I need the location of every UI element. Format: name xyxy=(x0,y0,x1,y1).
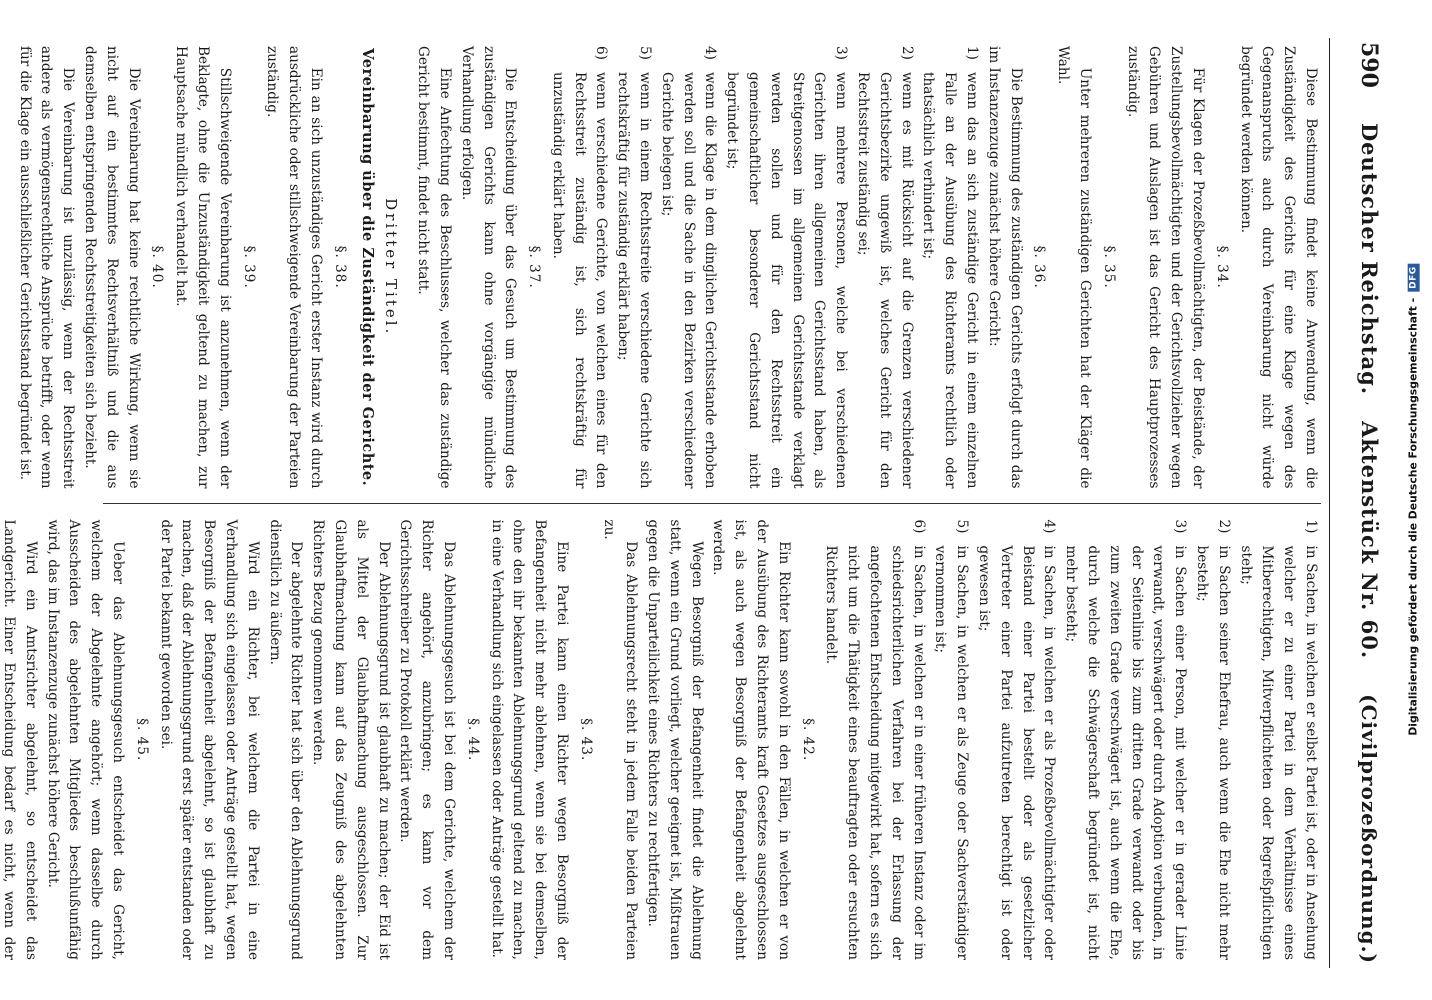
paragraph: Unter mehreren zuständigen Gerichten hat der Kläger die Wahl. xyxy=(1055,46,1094,489)
section-heading: §. 42. xyxy=(799,718,816,762)
section-heading: §. 43. xyxy=(577,718,594,762)
list-item: 4) in Sachen, in welchen er als Prozeßbevollmächtigter oder Beistand einer Partei bestellt oder als gesetzlicher Vertreter einer Partei aufzutreten berechtigt ist oder gewesen ist; xyxy=(976,519,1058,960)
section-heading: §. 35. xyxy=(1100,245,1117,289)
list-item: 4) wenn die Klage in dem dinglichen Gerichtsstande erhoben werden soll und die Sache in den Bezirken verschiedener Gerichte belegen ist; xyxy=(658,46,719,489)
section-heading: §. 39. xyxy=(240,245,257,289)
list-item: 1) wenn das an sich zuständige Gericht in einem einzelnen Falle an der Ausübung des Richteramts rechtlich oder thatsächlich verhindert ist; xyxy=(920,46,981,489)
paragraph: Ueber das Ablehnungsgesuch entscheidet das Gericht, welchem der Abgelehnte angehört; wenn dasselbe durch Ausscheiden des abgelehnten Mitgliedes beschlußunfähig wird, das im Instanzenzuge zunächst höhere Gericht. xyxy=(44,519,126,960)
section-heading: §. 36. xyxy=(1031,245,1048,289)
numbered-list xyxy=(820,520,1321,961)
paragraph: Die Vereinbarung ist unzulässig, wenn der Rechtsstreit andere als vermögensrechtliche Ansprüche betrifft, oder wenn für die Klage ein ausschließlicher Gerichtsstand begründet ist. xyxy=(16,46,77,489)
document-number: Aktenstück Nr. 60. xyxy=(1357,421,1382,660)
running-title xyxy=(1357,123,1382,659)
digitization-note: Digitalisierung gefördert durch die Deutsche Forschungsgemeinschaft - xyxy=(1406,297,1420,736)
list-item: 3) wenn mehrere Personen, welche bei verschiedenen Gerichten ihren allgemeinen Gerichtsstand haben, als Streitgenossen im allgemeinen Gerichtsstande verklagt werden sollen und für den Rechtsstreit ein gemeinschaftlicher besonderer Gerichtsstand nicht begründet ist; xyxy=(724,46,850,489)
paragraph: Das Ablehnungsgesuch ist bei dem Gerichte, welchem der Richter angehört, anzubringen; es kann vor dem Gerichtsschreiber zu Protokoll erklärt werden. xyxy=(397,519,457,960)
paragraph: Ein an sich unzuständiges Gericht erster Instanz wird durch ausdrückliche oder stillschweigende Vereinbarung der Parteien zuständig. xyxy=(264,46,324,489)
dfg-logo: DFG xyxy=(1407,263,1419,292)
list-item: 1) in Sachen, in welchen er selbst Partei ist, oder in Ansehung welcher er zu einer Partei in dem Verhältnisse eines Mitberechtigten, Mitverpflichteten oder Regreßpflichtigen steht; xyxy=(1237,519,1319,960)
list-item: 2) in Sachen seiner Ehefrau, auch wenn die Ehe nicht mehr besteht; xyxy=(1194,519,1232,960)
paragraph: Die Bestimmung des zuständigen Gerichts erfolgt durch das im Instanzenzuge zunächst höhere Gericht: xyxy=(985,46,1024,489)
list-item: 5) wenn in einem Rechtsstreite verschiedene Gerichte sich rechtskräftig für zuständig erklärt haben; xyxy=(615,46,654,489)
left-column xyxy=(16,38,1323,503)
paragraph: Die Vereinbarung hat keine rechtliche Wirkung, wenn sie nicht auf ein bestimmtes Rechtsverhältniß und die aus demselben entspringenden Rechtsstreitigkeiten sich bezieht. xyxy=(81,46,142,489)
paragraph: Stillschweigende Vereinbarung ist anzunehmen, wenn der Beklagte, ohne die Unzuständigkeit geltend zu machen, zur Hauptsache mündlich verhandelt hat. xyxy=(173,46,233,489)
right-column xyxy=(0,504,1323,969)
section-heading: §. 45. xyxy=(133,718,150,762)
text-columns xyxy=(0,38,1323,968)
paragraph: Wird ein Amtsrichter abgelehnt, so entscheidet das Landgericht. Einer Entscheidung bedarf es nicht, wenn der xyxy=(0,519,39,960)
list-item: 6) wenn verschiedene Gerichte, von welchen eines für den Rechtsstreit zuständig ist, sich rechtskräftig für unzuständig erklärt haben. xyxy=(549,46,610,489)
header-rule xyxy=(1329,38,1330,968)
digitization-credit xyxy=(1398,58,1428,940)
paragraph: Die Entscheidung über das Gesuch um Bestimmung des zuständigen Gerichts kann ohne vorgängige mündliche Verhandlung erfolgen. xyxy=(458,46,519,489)
section-heading: §. 37. xyxy=(526,245,543,289)
section-heading: §. 44. xyxy=(464,718,481,762)
chapter-subtitle: Vereinbarung über die Zuständigkeit der Gerichte. xyxy=(358,48,376,487)
paragraph: Eine Partei kann einen Richter wegen Besorgniß der Befangenheit nicht mehr ablehnen, wenn sie bei demselben, ohne den ihr bekannten Ablehnungsgrund geltend zu machen, in eine Verhandlung sich eingelassen oder Anträge gestellt hat. xyxy=(488,519,570,960)
page-header xyxy=(1330,38,1382,968)
numbered-list xyxy=(546,46,982,489)
chapter-title xyxy=(0,46,3,489)
paragraph: Eine Anfechtung des Beschlusses, welcher das zuständige Gericht bestimmt, findet nicht statt. xyxy=(415,46,453,489)
paragraph: Ein Richter kann sowohl in den Fällen, in welchen er von der Ausübung des Richteramts kraft Gesetzes ausgeschlossen ist, als auch wegen Besorgniß der Befangenheit abgelehnt werden. xyxy=(710,519,792,960)
list-item: 5) in Sachen, in welchen er als Zeuge oder Sachverständiger vernommen ist; xyxy=(932,519,971,960)
page-number: 590 xyxy=(1356,42,1382,88)
paragraph: Der Ablehnungsgrund ist glaubhaft zu machen; der Eid ist als Mittel der Glaubhaftmachung ausgeschlossen. Zur Glaubhaftmachung kann auf das Zeugniß des abgelehnten Richters Bezug genommen werden. xyxy=(310,519,392,960)
document-subject: (Civilprozeßordnung.) xyxy=(1357,694,1381,964)
section-heading: §. 40. xyxy=(149,245,166,289)
paragraph: Das Ablehnungsrecht steht in jedem Falle beiden Parteien zu. xyxy=(601,519,640,960)
list-item: 2) wenn es mit Rücksicht auf die Grenzen verschiedener Gerichtsbezirke ungewiß ist, welches Gericht für den Rechtsstreit zuständig sei; xyxy=(855,46,915,489)
paragraph: Diese Bestimmung findet keine Anwendung, wenn die Zuständigkeit des Gerichts für eine Klage wegen des Gegenanspruchs auch durch Vereinbarung nicht würde begründet werden können. xyxy=(1237,46,1319,489)
section-heading: §. 38. xyxy=(331,245,348,289)
section-heading: §. 34. xyxy=(1213,245,1230,289)
chapter-title: Dritter Titel. xyxy=(382,198,401,337)
list-item: 3) in Sachen einer Person, mit welcher er in gerader Linie verwandt, verschwägert oder durch Adoption verbunden, in der Seitenlinie bis zum dritten Grade verwandt oder bis zum zweiten Grade verschwägert ist, auch wenn die Ehe, durch welche die Schwägerschaft begründet ist, nicht mehr besteht; xyxy=(1063,519,1189,960)
list-item: 6) in Sachen, in welchen er in einer früheren Instanz oder im schiedsrichterlichen Verfahren bei der Erlassung der angefochtenen Entscheidung mitgewirkt hat, sofern es sich nicht um die Thätigkeit eines beauftragten oder ersuchten Richters handelt. xyxy=(823,519,927,960)
paragraph: Der abgelehnte Richter hat sich über den Ablehnungsgrund dienstlich zu äußern. xyxy=(266,519,305,960)
paragraph: Wegen Besorgniß der Befangenheit findet die Ablehnung statt, wenn ein Grund vorliegt, welcher geeignet ist, Mißtrauen gegen die Unparteilichkeit eines Richters zu rechtfertigen. xyxy=(645,519,705,960)
paragraph: Für Klagen der Prozeßbevollmächtigten, der Beistände, der Zustellungsbevollmächtigten und der Gerichtsvollzieher wegen Gebühren und Auslagen ist das Gericht des Hauptprozesses zuständig. xyxy=(1124,46,1207,489)
publication-name: Deutscher Reichstag. xyxy=(1357,122,1382,396)
paragraph: Wird ein Richter, bei welchem die Partei in eine Verhandlung sich eingelassen oder Anträge gestellt hat, wegen Besorgniß der Befangenheit abgelehnt, so ist glaubhaft zu machen, daß der Ablehnungsgrund erst später entstanden oder der Partei bekannt geworden sei. xyxy=(157,519,261,960)
